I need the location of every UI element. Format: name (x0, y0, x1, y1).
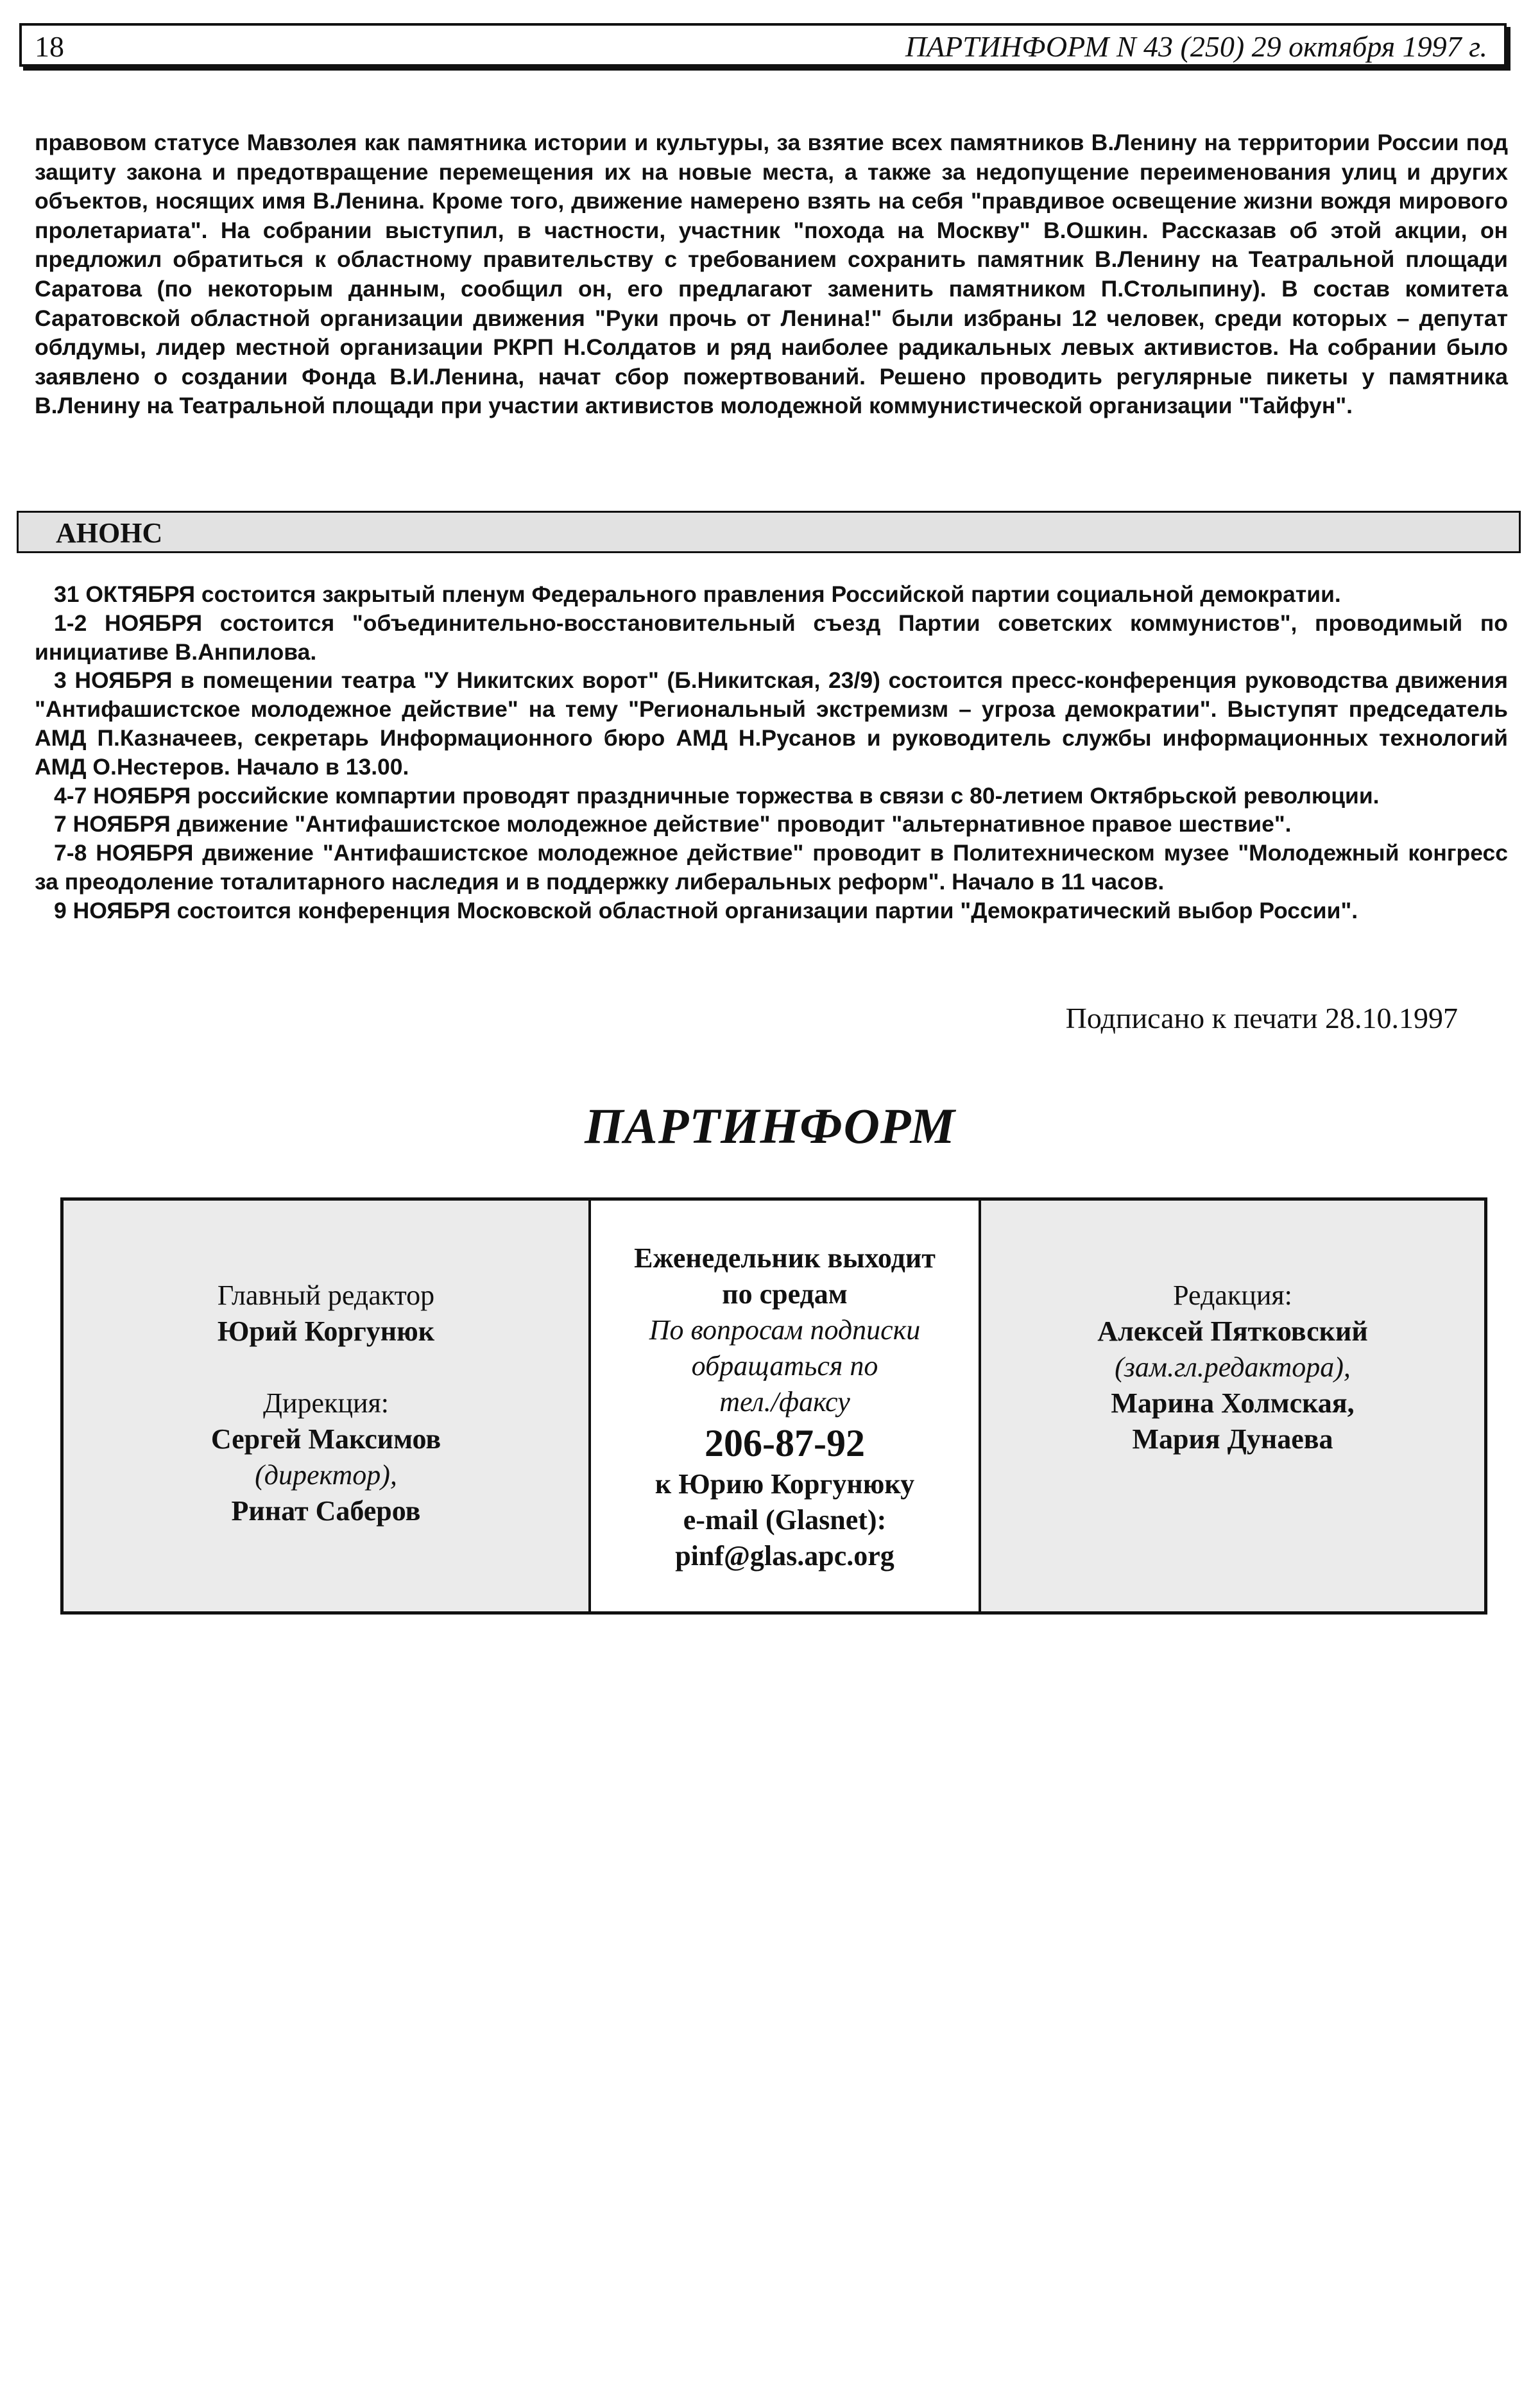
chief-editor-label: Главный редактор (217, 1280, 435, 1311)
second-director-name: Ринат Саберов (231, 1495, 421, 1527)
masthead-title: ПАРТИНФОРМ (585, 1098, 955, 1154)
contact-person: к Юрию Коргунюку (654, 1468, 915, 1500)
announcement-item: 3 НОЯБРЯ в помещении театра "У Никитских ворот" (Б.Никитская, 23/9) состоится пресс-конференция руководства движения "Антифашистское молодежное действие" на тему "Региональный экстремизм – угроза демократии". Выступят председатель АМД П.Казначеев, секретарь Информационного бюро АМД Н.Русанов и руководитель службы информационных технологий АМД О.Нестеров. Начало в 13.00. (35, 667, 1508, 780)
imprint-left-column (64, 1201, 591, 1611)
page-header (19, 23, 1507, 67)
director-role: (директор), (255, 1459, 397, 1491)
email-label: e-mail (Glasnet): (683, 1504, 887, 1536)
weekly-line1: Еженедельник выходит (634, 1242, 936, 1274)
announcement-list (35, 580, 1508, 925)
signed-to-print: Подписано к печати 28.10.1997 (1065, 1002, 1458, 1034)
direction-label: Дирекция: (262, 1387, 389, 1419)
email-address: pinf@glas.apc.org (675, 1540, 894, 1572)
imprint-box (60, 1197, 1487, 1615)
announcement-item: 7-8 НОЯБРЯ движение "Антифашистское молодежное действие" проводит в Политехническом музее "Молодежный конгресс за преодоление тоталитарного наследия и в поддержку либеральных реформ". Начало в 11 часов. (35, 840, 1508, 895)
announcement-item: 9 НОЯБРЯ состоится конференция Московской областной организации партии "Демократический выбор России". (54, 897, 1358, 923)
editor-name-3: Мария Дунаева (1132, 1423, 1333, 1455)
imprint-middle-column (591, 1201, 981, 1611)
weekly-line2: по средам (722, 1278, 848, 1310)
announcement-item: 7 НОЯБРЯ движение "Антифашистское молодежное действие" проводит "альтернативное правое шествие". (54, 811, 1292, 837)
subscription-line3: тел./факсу (719, 1386, 850, 1418)
editor-name-1: Алексей Пятковский (1097, 1315, 1368, 1347)
announcement-item: 31 ОКТЯБРЯ состоится закрытый пленум Федерального правления Российской партии социальной демократии. (54, 581, 1341, 607)
section-bar (17, 511, 1521, 553)
phone-number: 206-87-92 (705, 1422, 865, 1464)
issue-info: ПАРТИНФОРМ N 43 (250) 29 октября 1997 г. (905, 30, 1487, 63)
subscription-line1: По вопросам подписки (649, 1314, 921, 1346)
page-number: 18 (35, 30, 64, 63)
chief-editor-name: Юрий Коргунюк (217, 1315, 435, 1347)
director-name: Сергей Максимов (210, 1423, 441, 1455)
editor-role-1: (зам.гл.редактора), (1115, 1351, 1351, 1383)
section-title: АНОНС (56, 517, 163, 549)
announcement-item: 1-2 НОЯБРЯ состоится "объединительно-восстановительный съезд Партии советских коммунистов", проводимый по инициативе В.Анпилова. (35, 610, 1508, 665)
article-text: правовом статусе Мавзолея как памятника истории и культуры, за взятие всех памятников В.Ленину на территории России под защиту закона и предотвращение перемещения их на новые места, а также за недопущение переименования улиц и других объектов, носящих имя В.Ленина. Кроме того, движение намерено взять на себя "правдивое освещение жизни вождя мирового пролетариата". На собрании выступил, в частности, участник "похода на Москву" В.Ошкин. Рассказав об этой акции, он предложил обратиться к областному правительству с требованием сохранить памятник В.Ленину на Театральной площади Саратова (по некоторым данным, сообщил он, его предлагают заменить памятником П.Столыпину). В состав комитета Саратовской областной организации движения "Руки прочь от Ленина!" были избраны 12 человек, среди которых – депутат облдумы, лидер местной организации РКРП Н.Солдатов и ряд наиболее радикальных левых активистов. На собрании было заявлено о создании Фонда В.И.Ленина, начат сбор пожертвований. Решено проводить регулярные пикеты у памятника В.Ленину на Театральной площади при участии активистов молодежной коммунистической организации "Тайфун". (35, 130, 1508, 419)
editorial-label: Редакция: (1173, 1280, 1292, 1311)
announcement-item: 4-7 НОЯБРЯ российские компартии проводят праздничные торжества в связи с 80-летием Октябрьской революции. (54, 782, 1380, 809)
subscription-line2: обращаться по (691, 1350, 878, 1382)
imprint-right-column (981, 1201, 1484, 1611)
editor-name-2: Марина Холмская, (1111, 1387, 1355, 1419)
